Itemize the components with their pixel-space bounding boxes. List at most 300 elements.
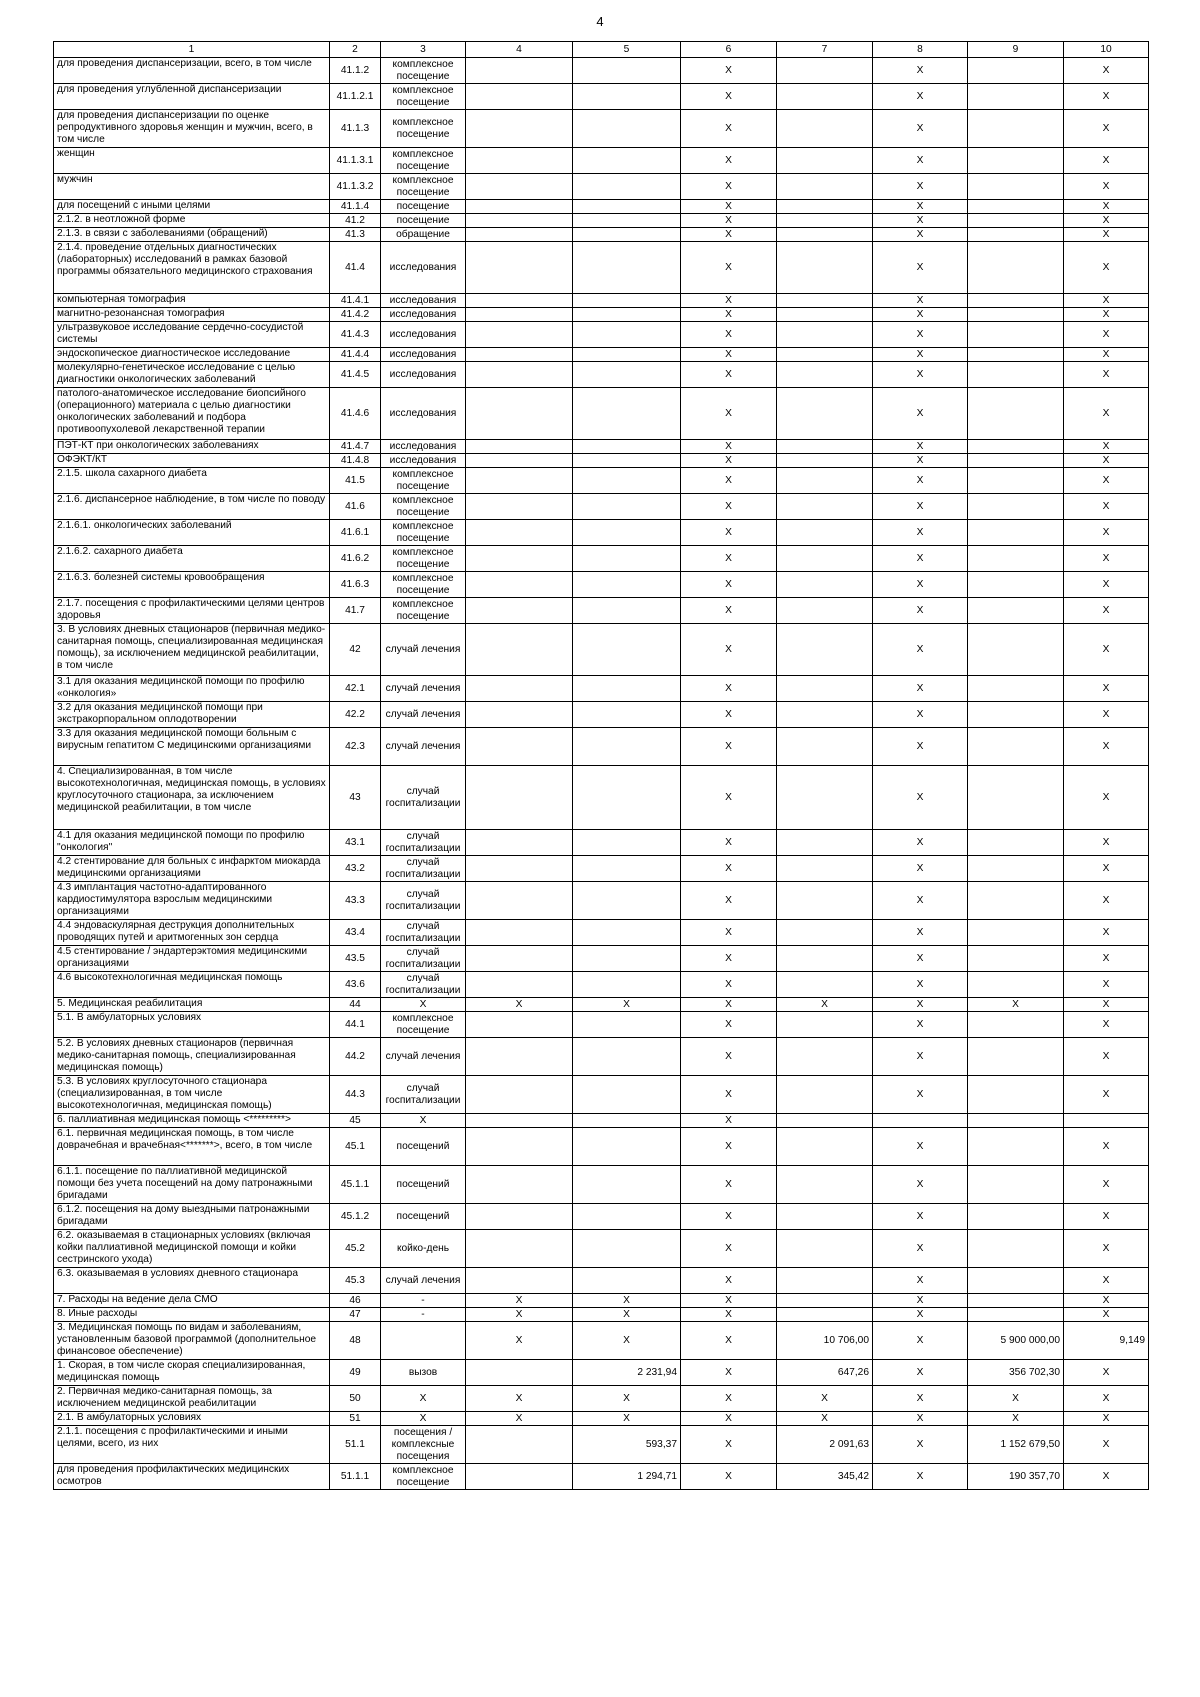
table-cell-col-1: ультразвуковое исследование сердечно-сосудистой системы bbox=[54, 322, 330, 348]
table-cell-col-6: X bbox=[681, 308, 777, 322]
table-cell-col-9 bbox=[968, 1294, 1064, 1308]
table-cell-col-9 bbox=[968, 242, 1064, 294]
table-cell-col-7 bbox=[777, 468, 873, 494]
table-row bbox=[54, 1114, 1149, 1128]
table-cell-col-2: 44.1 bbox=[330, 1012, 381, 1038]
table-cell-col-4 bbox=[466, 294, 573, 308]
table-cell-col-2: 51 bbox=[330, 1412, 381, 1426]
table-cell-col-1: компьютерная томография bbox=[54, 294, 330, 308]
table-cell-col-7: X bbox=[777, 1412, 873, 1426]
table-cell-col-3: посещение bbox=[381, 200, 466, 214]
table-row bbox=[54, 322, 1149, 348]
table-cell-col-7 bbox=[777, 520, 873, 546]
table-cell-col-2: 45.3 bbox=[330, 1268, 381, 1294]
table-cell-col-5: 593,37 bbox=[573, 1426, 681, 1464]
table-cell-col-1: 2.1.3. в связи с заболеваниями (обращений) bbox=[54, 228, 330, 242]
table-cell-col-1: эндоскопическое диагностическое исследование bbox=[54, 348, 330, 362]
table-cell-col-5: X bbox=[573, 1308, 681, 1322]
table-cell-col-5 bbox=[573, 972, 681, 998]
table-cell-col-7 bbox=[777, 920, 873, 946]
table-cell-col-1: 4.4 эндоваскулярная деструкция дополнительных проводящих путей и аритмогенных зон сердца bbox=[54, 920, 330, 946]
table-cell-col-7 bbox=[777, 494, 873, 520]
table-cell-col-8: X bbox=[873, 624, 968, 676]
table-cell-col-9 bbox=[968, 598, 1064, 624]
table-cell-col-2: 42.2 bbox=[330, 702, 381, 728]
table-cell-col-8: X bbox=[873, 468, 968, 494]
table-cell-col-1: 6.1. первичная медицинская помощь, в том числе доврачебная и врачебная<*******>, всего, в том числе bbox=[54, 1128, 330, 1166]
table-cell-col-2: 43.1 bbox=[330, 830, 381, 856]
table-cell-col-1: 7. Расходы на ведение дела СМО bbox=[54, 1294, 330, 1308]
table-cell-col-5 bbox=[573, 702, 681, 728]
table-cell-col-8: X bbox=[873, 728, 968, 766]
table-row bbox=[54, 148, 1149, 174]
table-cell-col-8: X bbox=[873, 1230, 968, 1268]
table-cell-col-7 bbox=[777, 624, 873, 676]
table-cell-col-2: 41.4.8 bbox=[330, 454, 381, 468]
table-row bbox=[54, 676, 1149, 702]
table-cell-col-6: X bbox=[681, 1360, 777, 1386]
table-cell-col-1: для проведения углубленной диспансеризации bbox=[54, 84, 330, 110]
table-cell-col-2: 42.1 bbox=[330, 676, 381, 702]
table-cell-col-1: 3.1 для оказания медицинской помощи по профилю «онкология» bbox=[54, 676, 330, 702]
table-cell-col-6: X bbox=[681, 440, 777, 454]
table-cell-col-4 bbox=[466, 1230, 573, 1268]
table-row bbox=[54, 1204, 1149, 1230]
table-cell-col-1: 2.1.6.1. онкологических заболеваний bbox=[54, 520, 330, 546]
table-row bbox=[54, 1322, 1149, 1360]
table-cell-col-3: X bbox=[381, 1114, 466, 1128]
table-cell-col-2: 41.3 bbox=[330, 228, 381, 242]
table-cell-col-5 bbox=[573, 84, 681, 110]
table-cell-col-4 bbox=[466, 348, 573, 362]
table-cell-col-5 bbox=[573, 308, 681, 322]
table-cell-col-8: X bbox=[873, 676, 968, 702]
table-cell-col-7 bbox=[777, 728, 873, 766]
table-cell-col-8: X bbox=[873, 148, 968, 174]
table-cell-col-2: 43.5 bbox=[330, 946, 381, 972]
table-cell-col-3: посещения / комплексные посещения bbox=[381, 1426, 466, 1464]
table-cell-col-1: 2.1.1. посещения с профилактическими и иными целями, всего, из них bbox=[54, 1426, 330, 1464]
table-cell-col-9 bbox=[968, 830, 1064, 856]
table-cell-col-5 bbox=[573, 440, 681, 454]
table-row bbox=[54, 1426, 1149, 1464]
table-cell-col-9 bbox=[968, 468, 1064, 494]
table-cell-col-8: X bbox=[873, 348, 968, 362]
table-cell-col-4 bbox=[466, 572, 573, 598]
column-header-5: 5 bbox=[573, 42, 681, 58]
table-cell-col-2: 41.5 bbox=[330, 468, 381, 494]
table-cell-col-5 bbox=[573, 200, 681, 214]
table-cell-col-2: 41.6.1 bbox=[330, 520, 381, 546]
table-cell-col-4 bbox=[466, 882, 573, 920]
table-cell-col-6: X bbox=[681, 1464, 777, 1490]
table-cell-col-2: 44 bbox=[330, 998, 381, 1012]
table-cell-col-2: 43.6 bbox=[330, 972, 381, 998]
table-cell-col-3: исследования bbox=[381, 322, 466, 348]
table-cell-col-9 bbox=[968, 572, 1064, 598]
table-cell-col-8: X bbox=[873, 388, 968, 440]
table-cell-col-6: X bbox=[681, 58, 777, 84]
table-cell-col-5 bbox=[573, 728, 681, 766]
table-cell-col-5 bbox=[573, 946, 681, 972]
table-cell-col-4 bbox=[466, 174, 573, 200]
table-cell-col-8: X bbox=[873, 572, 968, 598]
table-cell-col-1: 1. Скорая, в том числе скорая специализированная, медицинская помощь bbox=[54, 1360, 330, 1386]
table-row bbox=[54, 228, 1149, 242]
table-cell-col-6: X bbox=[681, 1412, 777, 1426]
table-cell-col-10: X bbox=[1064, 84, 1149, 110]
table-cell-col-3: случай госпитализации bbox=[381, 1076, 466, 1114]
table-cell-col-6: X bbox=[681, 598, 777, 624]
table-cell-col-10: X bbox=[1064, 830, 1149, 856]
table-cell-col-10: X bbox=[1064, 348, 1149, 362]
table-cell-col-9 bbox=[968, 308, 1064, 322]
page-number: 4 bbox=[596, 14, 604, 29]
table-cell-col-8: X bbox=[873, 702, 968, 728]
table-cell-col-6: X bbox=[681, 200, 777, 214]
table-cell-col-8: X bbox=[873, 84, 968, 110]
table-cell-col-2: 41.1.2.1 bbox=[330, 84, 381, 110]
table-cell-col-6: X bbox=[681, 1230, 777, 1268]
table-row bbox=[54, 830, 1149, 856]
table-row bbox=[54, 520, 1149, 546]
table-cell-col-4 bbox=[466, 388, 573, 440]
table-cell-col-8: X bbox=[873, 58, 968, 84]
table-cell-col-4 bbox=[466, 1464, 573, 1490]
table-cell-col-5 bbox=[573, 388, 681, 440]
table-cell-col-10: X bbox=[1064, 972, 1149, 998]
table-cell-col-6: X bbox=[681, 1294, 777, 1308]
table-cell-col-7 bbox=[777, 830, 873, 856]
table-cell-col-5 bbox=[573, 920, 681, 946]
table-row bbox=[54, 920, 1149, 946]
table-cell-col-4 bbox=[466, 598, 573, 624]
table-cell-col-5 bbox=[573, 572, 681, 598]
table-cell-col-9 bbox=[968, 1114, 1064, 1128]
table-cell-col-1: магнитно-резонансная томография bbox=[54, 308, 330, 322]
table-cell-col-6: X bbox=[681, 1322, 777, 1360]
table-cell-col-3: случай госпитализации bbox=[381, 946, 466, 972]
table-cell-col-4 bbox=[466, 1426, 573, 1464]
table-cell-col-7 bbox=[777, 242, 873, 294]
table-cell-col-1: 5.2. В условиях дневных стационаров (первичная медико-санитарная помощь, специализированная медицинская помощь) bbox=[54, 1038, 330, 1076]
column-header-8: 8 bbox=[873, 42, 968, 58]
table-cell-col-1: 3.2 для оказания медицинской помощи при экстракорпоральном оплодотворении bbox=[54, 702, 330, 728]
table-cell-col-8: X bbox=[873, 308, 968, 322]
table-cell-col-2: 49 bbox=[330, 1360, 381, 1386]
table-cell-col-10: X bbox=[1064, 200, 1149, 214]
table-cell-col-10: X bbox=[1064, 624, 1149, 676]
table-cell-col-3: комплексное посещение bbox=[381, 84, 466, 110]
table-row bbox=[54, 1128, 1149, 1166]
table-cell-col-10: X bbox=[1064, 322, 1149, 348]
table-cell-col-8: X bbox=[873, 598, 968, 624]
table-cell-col-2: 41.1.2 bbox=[330, 58, 381, 84]
table-cell-col-8: X bbox=[873, 1386, 968, 1412]
table-cell-col-9 bbox=[968, 702, 1064, 728]
table-cell-col-2: 41.1.3.2 bbox=[330, 174, 381, 200]
table-cell-col-6: X bbox=[681, 882, 777, 920]
table-cell-col-8: X bbox=[873, 1426, 968, 1464]
table-cell-col-1: 2.1.4. проведение отдельных диагностических (лабораторных) исследований в рамках базовой программы обязательного медицинского страхования bbox=[54, 242, 330, 294]
table-cell-col-9 bbox=[968, 766, 1064, 830]
table-cell-col-1: 2.1.7. посещения с профилактическими целями центров здоровья bbox=[54, 598, 330, 624]
table-cell-col-4 bbox=[466, 766, 573, 830]
table-cell-col-9 bbox=[968, 362, 1064, 388]
table-cell-col-4 bbox=[466, 1038, 573, 1076]
table-cell-col-9 bbox=[968, 494, 1064, 520]
table-cell-col-2: 41.7 bbox=[330, 598, 381, 624]
table-cell-col-8: X bbox=[873, 242, 968, 294]
table-cell-col-2: 50 bbox=[330, 1386, 381, 1412]
table-cell-col-1: 2.1. В амбулаторных условиях bbox=[54, 1412, 330, 1426]
table-cell-col-4 bbox=[466, 308, 573, 322]
table-cell-col-10: X bbox=[1064, 308, 1149, 322]
column-header-3: 3 bbox=[381, 42, 466, 58]
table-cell-col-6: X bbox=[681, 1128, 777, 1166]
table-row bbox=[54, 84, 1149, 110]
table-cell-col-3: комплексное посещение bbox=[381, 1012, 466, 1038]
table-cell-col-3: случай лечения bbox=[381, 702, 466, 728]
table-cell-col-3: случай лечения bbox=[381, 624, 466, 676]
table-cell-col-10: X bbox=[1064, 228, 1149, 242]
table-cell-col-5 bbox=[573, 110, 681, 148]
table-cell-col-10: X bbox=[1064, 998, 1149, 1012]
table-cell-col-7 bbox=[777, 214, 873, 228]
table-cell-col-3: исследования bbox=[381, 308, 466, 322]
table-cell-col-6: X bbox=[681, 322, 777, 348]
table-cell-col-1: 6.1.2. посещения на дому выездными патронажными бригадами bbox=[54, 1204, 330, 1230]
table-cell-col-6: X bbox=[681, 676, 777, 702]
table-cell-col-5: X bbox=[573, 1322, 681, 1360]
table-row bbox=[54, 1038, 1149, 1076]
table-cell-col-2: 41.4.5 bbox=[330, 362, 381, 388]
table-cell-col-2: 41.6.3 bbox=[330, 572, 381, 598]
table-cell-col-9: X bbox=[968, 1386, 1064, 1412]
table-cell-col-9: X bbox=[968, 1412, 1064, 1426]
table-cell-col-8: X bbox=[873, 830, 968, 856]
table-cell-col-6: X bbox=[681, 1386, 777, 1412]
table-cell-col-3: посещений bbox=[381, 1128, 466, 1166]
table-cell-col-10: X bbox=[1064, 242, 1149, 294]
table-cell-col-8: X bbox=[873, 1464, 968, 1490]
table-cell-col-2: 43.3 bbox=[330, 882, 381, 920]
table-cell-col-7 bbox=[777, 1114, 873, 1128]
table-cell-col-8: X bbox=[873, 362, 968, 388]
table-cell-col-7 bbox=[777, 294, 873, 308]
table-cell-col-3: комплексное посещение bbox=[381, 148, 466, 174]
table-cell-col-5 bbox=[573, 1204, 681, 1230]
table-cell-col-7 bbox=[777, 322, 873, 348]
table-cell-col-5 bbox=[573, 242, 681, 294]
table-cell-col-2: 41.6 bbox=[330, 494, 381, 520]
table-cell-col-3: случай госпитализации bbox=[381, 972, 466, 998]
table-cell-col-2: 43.2 bbox=[330, 856, 381, 882]
table-cell-col-8: X bbox=[873, 766, 968, 830]
table-cell-col-5: 1 294,71 bbox=[573, 1464, 681, 1490]
table-cell-col-4 bbox=[466, 58, 573, 84]
table-cell-col-8: X bbox=[873, 998, 968, 1012]
table-cell-col-5 bbox=[573, 676, 681, 702]
table-cell-col-1: 2.1.6.3. болезней системы кровообращения bbox=[54, 572, 330, 598]
table-cell-col-3: комплексное посещение bbox=[381, 58, 466, 84]
table-cell-col-9 bbox=[968, 946, 1064, 972]
table-cell-col-5 bbox=[573, 624, 681, 676]
table-cell-col-9 bbox=[968, 1268, 1064, 1294]
table-cell-col-7 bbox=[777, 200, 873, 214]
table-cell-col-6: X bbox=[681, 856, 777, 882]
table-cell-col-6: X bbox=[681, 1038, 777, 1076]
table-cell-col-2: 43.4 bbox=[330, 920, 381, 946]
table-row bbox=[54, 998, 1149, 1012]
table-cell-col-7 bbox=[777, 174, 873, 200]
table-cell-col-4: X bbox=[466, 1294, 573, 1308]
table-cell-col-5 bbox=[573, 1128, 681, 1166]
table-cell-col-7 bbox=[777, 308, 873, 322]
table-cell-col-8: X bbox=[873, 322, 968, 348]
table-cell-col-3: посещение bbox=[381, 214, 466, 228]
table-cell-col-5 bbox=[573, 294, 681, 308]
table-cell-col-5 bbox=[573, 228, 681, 242]
table-cell-col-9 bbox=[968, 148, 1064, 174]
table-cell-col-1: 2.1.2. в неотложной форме bbox=[54, 214, 330, 228]
table-cell-col-10: X bbox=[1064, 766, 1149, 830]
table-cell-col-1: 3. Медицинская помощь по видам и заболеваниям, установленным базовой программой (дополнительное финансовое обеспечение) bbox=[54, 1322, 330, 1360]
table-cell-col-3 bbox=[381, 1322, 466, 1360]
table-cell-col-7 bbox=[777, 440, 873, 454]
table-cell-col-9 bbox=[968, 920, 1064, 946]
table-cell-col-3: исследования bbox=[381, 440, 466, 454]
table-row bbox=[54, 200, 1149, 214]
table-cell-col-4 bbox=[466, 362, 573, 388]
table-cell-col-7 bbox=[777, 598, 873, 624]
table-cell-col-3: вызов bbox=[381, 1360, 466, 1386]
table-cell-col-10: X bbox=[1064, 598, 1149, 624]
table-cell-col-7 bbox=[777, 1038, 873, 1076]
table-cell-col-3: исследования bbox=[381, 362, 466, 388]
table-cell-col-10: X bbox=[1064, 1230, 1149, 1268]
table-cell-col-8: X bbox=[873, 856, 968, 882]
table-cell-col-1: 4.1 для оказания медицинской помощи по профилю "онкология" bbox=[54, 830, 330, 856]
table-cell-col-4 bbox=[466, 920, 573, 946]
table-cell-col-9 bbox=[968, 440, 1064, 454]
table-cell-col-10: X bbox=[1064, 1412, 1149, 1426]
table-cell-col-5 bbox=[573, 1076, 681, 1114]
table-cell-col-2: 51.1.1 bbox=[330, 1464, 381, 1490]
table-header bbox=[54, 42, 1149, 58]
table-row bbox=[54, 1294, 1149, 1308]
table-cell-col-6: X bbox=[681, 468, 777, 494]
table-cell-col-8: X bbox=[873, 214, 968, 228]
table-cell-col-9 bbox=[968, 882, 1064, 920]
table-cell-col-9: 1 152 679,50 bbox=[968, 1426, 1064, 1464]
table-cell-col-8: X bbox=[873, 882, 968, 920]
table-cell-col-9 bbox=[968, 546, 1064, 572]
table-cell-col-6: X bbox=[681, 494, 777, 520]
table-cell-col-2: 45.1.1 bbox=[330, 1166, 381, 1204]
table-cell-col-8: X bbox=[873, 1012, 968, 1038]
column-header-1: 1 bbox=[54, 42, 330, 58]
table-cell-col-9: 5 900 000,00 bbox=[968, 1322, 1064, 1360]
table-cell-col-4 bbox=[466, 440, 573, 454]
table-cell-col-10: X bbox=[1064, 440, 1149, 454]
column-header-9: 9 bbox=[968, 42, 1064, 58]
table-cell-col-8: X bbox=[873, 1038, 968, 1076]
table-cell-col-3: исследования bbox=[381, 388, 466, 440]
table-cell-col-4: X bbox=[466, 1386, 573, 1412]
table-cell-col-4 bbox=[466, 1360, 573, 1386]
table-cell-col-9 bbox=[968, 84, 1064, 110]
table-cell-col-6: X bbox=[681, 214, 777, 228]
table-cell-col-9: 190 357,70 bbox=[968, 1464, 1064, 1490]
table-cell-col-7 bbox=[777, 1268, 873, 1294]
table-row bbox=[54, 702, 1149, 728]
table-cell-col-4 bbox=[466, 1076, 573, 1114]
table-cell-col-7 bbox=[777, 546, 873, 572]
table-row bbox=[54, 856, 1149, 882]
table-cell-col-7 bbox=[777, 84, 873, 110]
table-cell-col-6: X bbox=[681, 454, 777, 468]
table-cell-col-9 bbox=[968, 856, 1064, 882]
table-cell-col-3: комплексное посещение bbox=[381, 174, 466, 200]
table-cell-col-8: X bbox=[873, 494, 968, 520]
table-cell-col-10: X bbox=[1064, 702, 1149, 728]
table-cell-col-5 bbox=[573, 830, 681, 856]
table-cell-col-2: 41.6.2 bbox=[330, 546, 381, 572]
table-cell-col-5 bbox=[573, 598, 681, 624]
table-cell-col-3: случай лечения bbox=[381, 676, 466, 702]
table-cell-col-10: X bbox=[1064, 174, 1149, 200]
table-cell-col-1: 3.3 для оказания медицинской помощи больным с вирусным гепатитом С медицинскими организациями bbox=[54, 728, 330, 766]
table-cell-col-8: X bbox=[873, 110, 968, 148]
table-cell-col-8: X bbox=[873, 1412, 968, 1426]
table-cell-col-4 bbox=[466, 228, 573, 242]
table-cell-col-1: для проведения диспансеризации по оценке репродуктивного здоровья женщин и мужчин, всего, в том числе bbox=[54, 110, 330, 148]
table-cell-col-4: X bbox=[466, 1308, 573, 1322]
table-cell-col-10 bbox=[1064, 1114, 1149, 1128]
table-cell-col-1: ОФЭКТ/КТ bbox=[54, 454, 330, 468]
table-row bbox=[54, 1412, 1149, 1426]
table-cell-col-10: X bbox=[1064, 546, 1149, 572]
table-cell-col-7 bbox=[777, 362, 873, 388]
table-row bbox=[54, 1230, 1149, 1268]
table-cell-col-10: X bbox=[1064, 920, 1149, 946]
table-cell-col-2: 47 bbox=[330, 1308, 381, 1322]
table-cell-col-3: комплексное посещение bbox=[381, 110, 466, 148]
table-row bbox=[54, 1012, 1149, 1038]
table-cell-col-3: исследования bbox=[381, 454, 466, 468]
table-cell-col-8: X bbox=[873, 520, 968, 546]
table-cell-col-6: X bbox=[681, 920, 777, 946]
table-cell-col-1: 2.1.5. школа сахарного диабета bbox=[54, 468, 330, 494]
table-cell-col-10: X bbox=[1064, 1386, 1149, 1412]
table-cell-col-5 bbox=[573, 174, 681, 200]
table-cell-col-9 bbox=[968, 1166, 1064, 1204]
table-cell-col-5: X bbox=[573, 1294, 681, 1308]
table-row bbox=[54, 572, 1149, 598]
table-cell-col-5 bbox=[573, 1230, 681, 1268]
table-row bbox=[54, 728, 1149, 766]
table-row bbox=[54, 174, 1149, 200]
table-cell-col-9 bbox=[968, 228, 1064, 242]
table-cell-col-7 bbox=[777, 148, 873, 174]
table-cell-col-1: для проведения диспансеризации, всего, в том числе bbox=[54, 58, 330, 84]
table-cell-col-9: X bbox=[968, 998, 1064, 1012]
table-cell-col-3: случай госпитализации bbox=[381, 882, 466, 920]
table-cell-col-9 bbox=[968, 1204, 1064, 1230]
table-cell-col-1: 2.1.6.2. сахарного диабета bbox=[54, 546, 330, 572]
table-cell-col-7 bbox=[777, 1012, 873, 1038]
